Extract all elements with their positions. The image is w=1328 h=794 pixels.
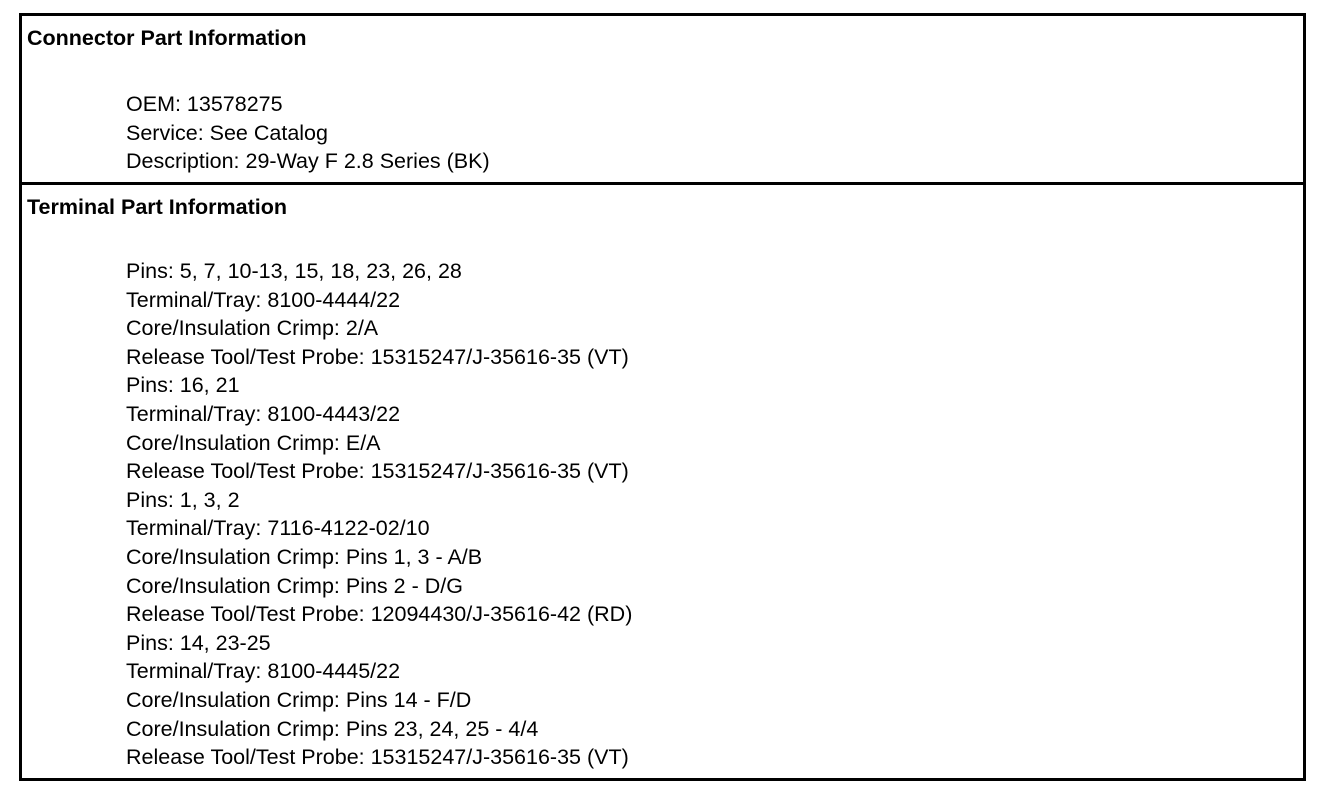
terminal-detail-line: Terminal/Tray: 8100-4445/22 [126,659,401,684]
connector-part-section [22,16,1303,185]
terminal-detail-line: Pins: 5, 7, 10-13, 15, 18, 23, 26, 28 [126,259,462,283]
connector-part-heading: Connector Part Information [27,26,307,50]
terminal-detail-line: Pins: 1, 3, 2 [126,487,240,512]
terminal-detail-line: Terminal/Tray: 7116-4122-02/10 [126,516,430,541]
connector-part-details [126,90,490,176]
terminal-detail-line: Core/Insulation Crimp: Pins 14 - F/D [126,687,472,712]
oem-line: OEM: 13578275 [126,92,283,116]
terminal-part-heading: Terminal Part Information [27,195,288,219]
terminal-detail-line: Core/Insulation Crimp: Pins 1, 3 - A/B [126,544,483,569]
connector-info-table [19,13,1306,781]
terminal-detail-line: Terminal/Tray: 8100-4444/22 [126,287,401,312]
terminal-part-details [126,257,632,772]
terminal-part-section [22,185,1303,778]
terminal-detail-line: Release Tool/Test Probe: 15315247/J-35616-35 (VT) [126,344,629,369]
terminal-detail-line: Core/Insulation Crimp: 2/A [126,316,379,341]
terminal-detail-line: Pins: 16, 21 [126,373,240,398]
terminal-detail-line: Core/Insulation Crimp: Pins 23, 24, 25 - 4/4 [126,716,539,741]
terminal-detail-line: Release Tool/Test Probe: 12094430/J-35616-42 (RD) [126,602,633,627]
terminal-detail-line: Pins: 14, 23-25 [126,630,271,655]
terminal-detail-line: Release Tool/Test Probe: 15315247/J-35616-35 (VT) [126,459,629,484]
terminal-detail-line: Core/Insulation Crimp: E/A [126,430,381,455]
description-line: Description: 29-Way F 2.8 Series (BK) [126,149,490,174]
terminal-detail-line: Core/Insulation Crimp: Pins 2 - D/G [126,573,463,598]
terminal-detail-line: Terminal/Tray: 8100-4443/22 [126,401,401,426]
terminal-detail-line: Release Tool/Test Probe: 15315247/J-35616-35 (VT) [126,745,629,770]
service-line: Service: See Catalog [126,120,328,145]
